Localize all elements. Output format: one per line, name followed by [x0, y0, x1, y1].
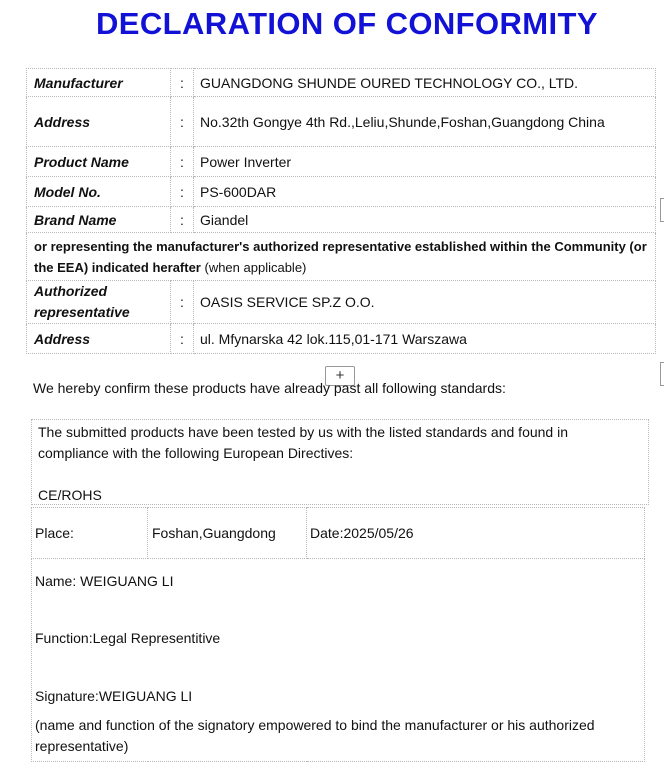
colon: :	[171, 207, 194, 233]
representative-note-row	[27, 233, 656, 281]
manufacturer-info-table	[26, 68, 656, 354]
manufacturer-label: Manufacturer	[27, 69, 171, 97]
place-value[interactable]: Foshan,Guangdong	[148, 508, 307, 559]
colon: :	[171, 177, 194, 207]
standards-text: The submitted products have been tested by us with the listed standards and found in compliance with the following European Directives:	[38, 424, 568, 461]
product-name-row	[27, 147, 656, 177]
representative-note[interactable]	[27, 233, 656, 281]
date-value[interactable]: Date:2025/05/26	[307, 508, 645, 559]
signatory-block[interactable]	[32, 559, 645, 762]
colon: :	[171, 281, 194, 324]
place-label[interactable]: Place:	[32, 508, 148, 559]
address-row	[27, 97, 656, 147]
authorized-rep-label: Authorized representative	[27, 281, 171, 324]
table-resize-handle-lower[interactable]	[660, 362, 664, 386]
place-date-row	[32, 508, 645, 559]
representative-note-plain: (when applicable)	[200, 259, 307, 275]
colon: :	[171, 69, 194, 97]
signatory-note: (name and function of the signatory empowered to bind the manufacturer or his authorized representative)	[35, 717, 595, 754]
product-name-value[interactable]: Power Inverter	[194, 147, 656, 177]
confirm-statement[interactable]: We hereby confirm these products have already past all following standards:	[33, 380, 506, 396]
rep-address-row	[27, 324, 656, 354]
standards-box[interactable]	[31, 419, 649, 505]
brand-name-row	[27, 207, 656, 233]
manufacturer-value[interactable]: GUANGDONG SHUNDE OURED TECHNOLOGY CO., LTD.	[194, 69, 656, 97]
signatory-signature: Signature:WEIGUANG LI	[35, 688, 193, 704]
model-no-row	[27, 177, 656, 207]
add-row-button[interactable]: +	[325, 366, 355, 386]
representative-note-bold: or representing the manufacturer's authorized representative established within the Community (or the EEA) indicated herafter	[34, 238, 647, 275]
address-label: Address	[27, 97, 171, 147]
product-name-label: Product Name	[27, 147, 171, 177]
manufacturer-row	[27, 69, 656, 97]
table-resize-handle[interactable]	[660, 198, 664, 222]
standards-code: CE/ROHS	[38, 487, 102, 503]
document-title: DECLARATION OF CONFORMITY	[96, 6, 598, 41]
signatory-name: Name: WEIGUANG LI	[35, 573, 174, 589]
colon: :	[171, 97, 194, 147]
rep-address-label: Address	[27, 324, 171, 354]
colon: :	[171, 147, 194, 177]
model-no-value[interactable]: PS-600DAR	[194, 177, 656, 207]
colon: :	[171, 324, 194, 354]
model-no-label: Model No.	[27, 177, 171, 207]
address-value[interactable]: No.32th Gongye 4th Rd.,Leliu,Shunde,Foshan,Guangdong China	[194, 97, 656, 147]
signatory-row	[32, 559, 645, 762]
signature-table	[31, 507, 645, 762]
authorized-rep-row	[27, 281, 656, 324]
brand-name-label: Brand Name	[27, 207, 171, 233]
authorized-rep-value[interactable]: OASIS SERVICE SP.Z O.O.	[194, 281, 656, 324]
rep-address-value[interactable]: ul. Mfynarska 42 lok.115,01-171 Warszawa	[194, 324, 656, 354]
brand-name-value[interactable]: Giandel	[194, 207, 656, 233]
signatory-function: Function:Legal Representitive	[35, 630, 221, 646]
